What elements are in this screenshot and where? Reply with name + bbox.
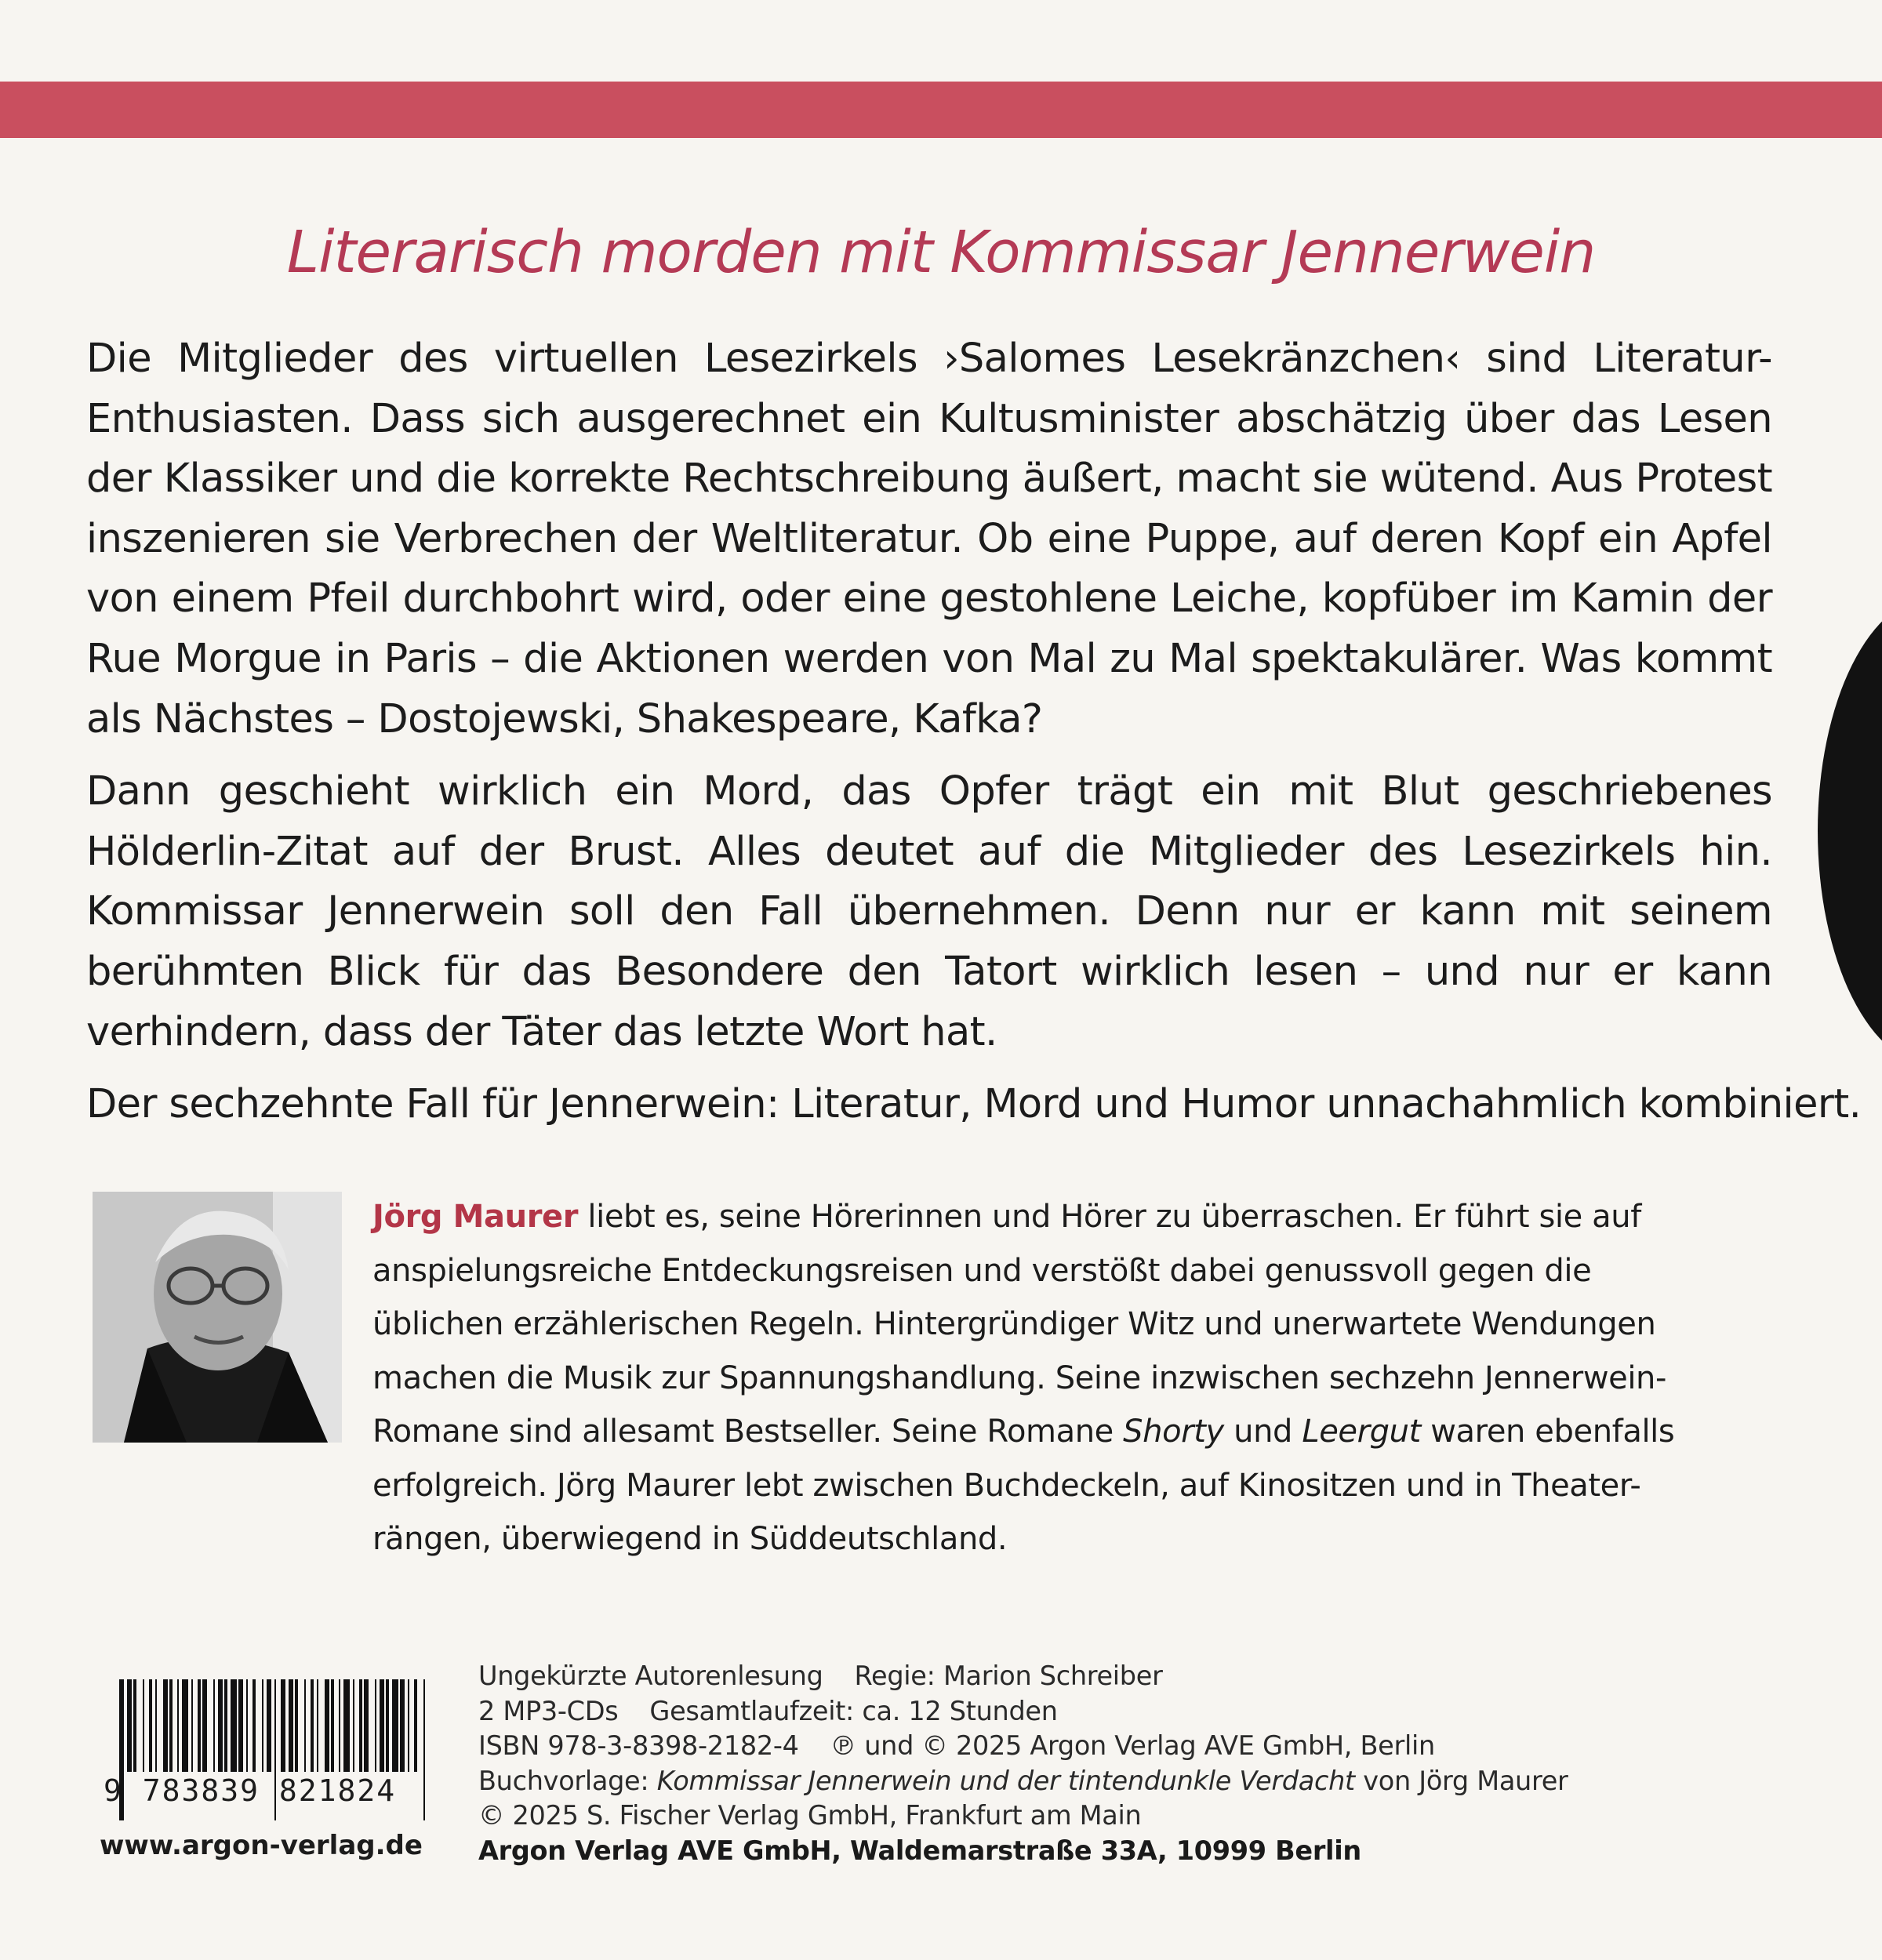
barcode-bar xyxy=(359,1679,362,1772)
barcode-bar xyxy=(400,1679,405,1772)
website-link[interactable]: www.argon-verlag.de xyxy=(100,1830,423,1861)
barcode-bar xyxy=(325,1679,329,1772)
barcode-bar xyxy=(224,1679,227,1772)
barcode-bar xyxy=(155,1679,157,1772)
barcode-bar xyxy=(295,1679,298,1772)
barcode-bar xyxy=(343,1679,350,1772)
bio-line-4: machen die Musik zur Spannungshandlung. Seine inzwischen sechzehn Jennerwein- xyxy=(372,1359,1667,1396)
bio-text-5c: und xyxy=(1223,1414,1303,1450)
barcode-bar xyxy=(281,1679,285,1772)
barcode-bar xyxy=(127,1679,132,1772)
runtime-label: Gesamtlaufzeit: ca. 12 Stunden xyxy=(649,1695,1058,1726)
barcode-digits: 9 783839 821824 xyxy=(104,1773,397,1808)
barcode-bar xyxy=(182,1679,188,1772)
credits-row-5: © 2025 S. Fischer Verlag GmbH, Frankfurt am Main xyxy=(478,1800,1142,1831)
unabridged-label: Ungekürzte Autorenlesung xyxy=(478,1661,823,1691)
bio-text-5e: waren ebenfalls xyxy=(1420,1414,1675,1450)
barcode-bar xyxy=(253,1679,256,1772)
barcode-bar xyxy=(386,1679,389,1772)
barcode-bar xyxy=(149,1679,152,1772)
barcode-bar xyxy=(304,1679,306,1772)
barcode-bar xyxy=(177,1679,179,1772)
blurb-paragraph-2: Dann geschieht wirklich ein Mord, das Opfer trägt ein mit Blut geschriebenes Hölderlin-Zitat auf der Brust. Alles deutet auf die Mitglieder des Lesezirkels hin. Kommissar Jennerwein soll den Fall übernehmen. Denn nur er kann mit seinem berühmten Blick für das Besondere den Tatort wirklich lesen – und nur er kann verhindern, dass der Täter das letzte Wort hat. xyxy=(86,768,1772,1055)
author-bio xyxy=(372,1190,1706,1566)
director-label: Regie: Marion Schreiber xyxy=(854,1661,1163,1691)
production-credits xyxy=(478,1659,1733,1869)
bio-line-6: erfolgreich. Jörg Maurer lebt zwischen Buchdeckeln, auf Kinositzen und in Theater- xyxy=(372,1467,1641,1504)
barcode-bar xyxy=(414,1679,417,1772)
source-suffix: von Jörg Maurer xyxy=(1354,1765,1568,1796)
barcode-bar xyxy=(143,1679,144,1772)
format-label: 2 MP3-CDs xyxy=(478,1695,619,1726)
publisher-address: Argon Verlag AVE GmbH, Waldemarstraße 33A, 10999 Berlin xyxy=(478,1835,1361,1866)
source-title: Kommissar Jennerwein und der tintendunkle Verdacht xyxy=(656,1765,1355,1796)
isbn-label: ISBN 978-3-8398-2182-4 xyxy=(478,1730,799,1762)
barcode-bar xyxy=(218,1679,223,1772)
barcode-bar xyxy=(262,1679,263,1772)
bio-line-1 xyxy=(372,1190,1706,1244)
barcode-bar xyxy=(169,1679,173,1772)
bio-text-5a: Romane sind allesamt Bestseller. Seine Romane xyxy=(372,1414,1124,1450)
headline: Literarisch morden mit Kommissar Jennerwein xyxy=(286,219,1596,286)
credits-row-3 xyxy=(478,1729,1733,1764)
barcode-bar xyxy=(311,1679,314,1772)
barcode-bar xyxy=(231,1679,237,1772)
barcode-bar xyxy=(213,1679,215,1772)
blurb-paragraph-3: Der sechzehnte Fall für Jennerwein: Literatur, Mord und Humor unnachahmlich kombiniert. xyxy=(86,1081,1862,1128)
bio-line-3: üblichen erzählerischen Regeln. Hintergründiger Witz und unerwartete Wendungen xyxy=(372,1306,1656,1342)
credits-row-2 xyxy=(478,1694,1733,1730)
barcode-bar xyxy=(408,1679,409,1772)
barcode-bar xyxy=(163,1679,168,1772)
credits-row-1 xyxy=(478,1659,1733,1694)
barcode-bar xyxy=(380,1679,384,1772)
source-prefix: Buchvorlage: xyxy=(478,1765,657,1796)
barcode-bar xyxy=(246,1679,248,1772)
blurb-paragraph-1: Die Mitglieder des virtuellen Lesezirkels ›Salomes Lesekränzchen‹ sind Literatur-Enthusiasten. Dass sich ausgerechnet ein Kultusminister abschätzig über das Lesen der Klassiker und die korrekte Rechtschreibung äußert, macht sie wütend. Aus Protest inszenieren sie Verbrechen der Weltliteratur. Ob eine Puppe, auf deren Kopf ein Apfel von einem Pfeil durchbohrt wird, oder eine gestohlene Leiche, kopfüber im Kamin der Rue Morgue in Paris – die Aktionen werden von Mal zu Mal spektakulärer. Was kommt als Nächstes – Dostojewski, Shakespeare, Kafka? xyxy=(86,336,1772,742)
barcode-bar xyxy=(375,1679,376,1772)
barcode-bar xyxy=(198,1679,201,1772)
barcode-bar xyxy=(267,1679,271,1772)
bio-line-7: rängen, überwiegend in Süddeutschland. xyxy=(372,1521,1008,1557)
top-accent-band xyxy=(0,82,1882,138)
book-title-leergut: Leergut xyxy=(1302,1414,1421,1450)
book-title-shorty: Shorty xyxy=(1123,1414,1224,1450)
author-name: Jörg Maurer xyxy=(372,1199,579,1235)
barcode-bar xyxy=(289,1679,293,1772)
copyright-label: ℗ und © 2025 Argon Verlag AVE GmbH, Berlin xyxy=(830,1730,1435,1762)
credits-row-4 xyxy=(478,1764,1733,1799)
barcode-bar xyxy=(364,1679,369,1772)
barcode-bar xyxy=(331,1679,334,1772)
barcode-bar xyxy=(202,1679,207,1772)
barcode-bar xyxy=(133,1679,136,1772)
bio-line-2: anspielungsreiche Entdeckungsreisen und verstößt dabei genussvoll gegen die xyxy=(372,1252,1592,1289)
author-portrait-image xyxy=(93,1192,342,1443)
author-photo xyxy=(93,1192,342,1443)
barcode-bar xyxy=(191,1679,193,1772)
bio-text-1: liebt es, seine Hörerinnen und Hörer zu überraschen. Er führt sie auf xyxy=(578,1199,1641,1235)
barcode-bar xyxy=(353,1679,354,1772)
bio-line-5 xyxy=(372,1405,1706,1459)
barcode-bar xyxy=(238,1679,243,1772)
cd-disc-edge xyxy=(1818,596,1882,1066)
barcode-bar xyxy=(339,1679,340,1772)
barcode-bar xyxy=(317,1679,318,1772)
barcode-bar xyxy=(392,1679,398,1772)
blurb-text xyxy=(86,329,1862,1148)
